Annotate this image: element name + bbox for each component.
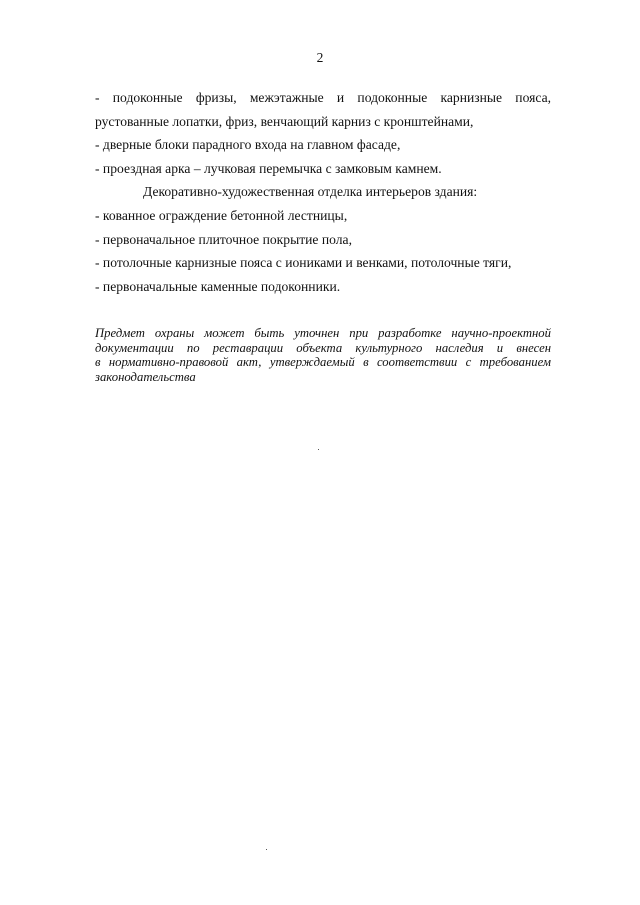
scan-speck xyxy=(318,449,319,450)
body-line: - подоконные фризы, межэтажные и подоконные карнизные пояса, xyxy=(95,90,551,105)
body-line: - дверные блоки парадного входа на главном фасаде, xyxy=(95,137,401,153)
note-line: в нормативно-правовой акт, утверждаемый в соответствии с требованием xyxy=(95,355,551,370)
body-line: - первоначальное плиточное покрытие пола, xyxy=(95,231,352,247)
italic-note xyxy=(95,326,551,384)
body-line: - первоначальные каменные подоконники. xyxy=(95,278,341,294)
scan-speck xyxy=(266,849,267,850)
body-line: - проездная арка – лучковая перемычка с замковым камнем. xyxy=(95,160,442,176)
body-line: рустованные лопатки, фриз, венчающий карниз с кронштейнами, xyxy=(95,113,474,129)
document-body xyxy=(95,86,551,298)
note-line: Предмет охраны может быть уточнен при разработке научно-проектной xyxy=(95,326,551,340)
body-line: - потолочные карнизные пояса с иониками и венками, потолочные тяги, xyxy=(95,255,512,271)
note-line: документации по реставрации объекта культурного наследия и внесен xyxy=(95,340,551,355)
body-line: - кованное ограждение бетонной лестницы, xyxy=(95,207,348,223)
page-number: 2 xyxy=(316,50,324,65)
note-line: законодательства xyxy=(95,369,196,384)
section-heading: Декоративно-художественная отделка интерьеров здания: xyxy=(143,184,478,200)
